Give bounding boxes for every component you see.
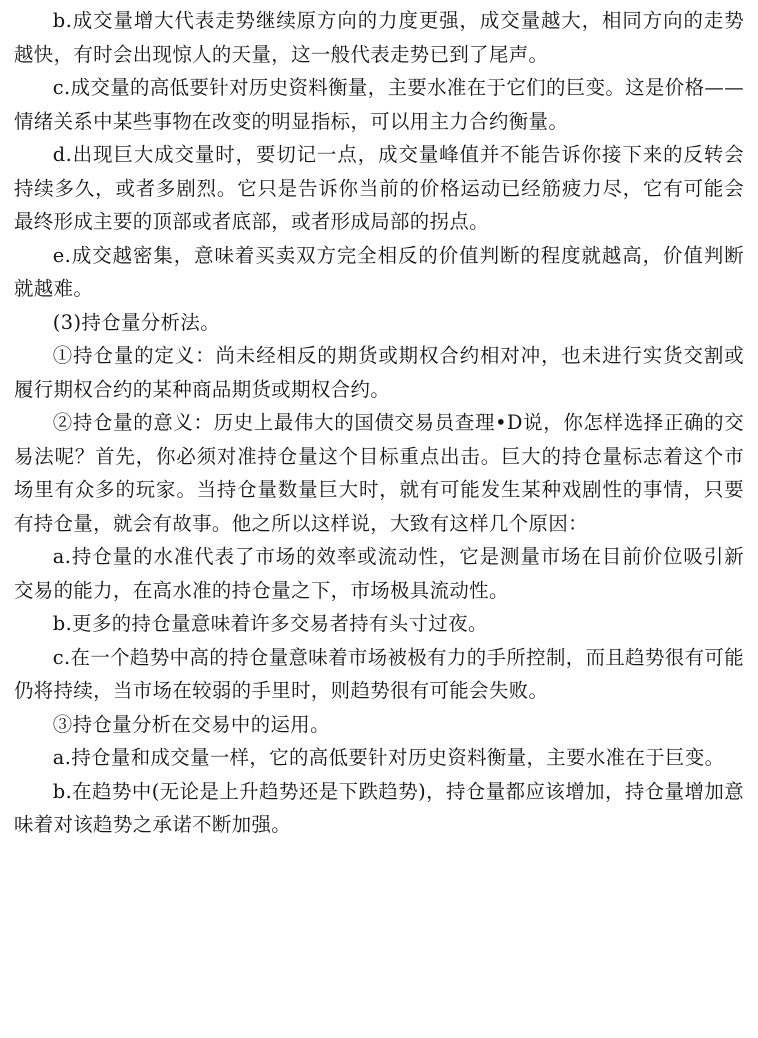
paragraph-oi-reason-c: c.在一个趋势中高的持仓量意味着市场被极有力的手所控制，而且趋势很有可能仍将持续，当市场在较弱的手里时，则趋势很有可能会失败。 [14,645,744,702]
paragraph-oi-reason-a: a.持仓量的水准代表了市场的效率或流动性，它是测量市场在目前价位吸引新交易的能力，在高水准的持仓量之下，市场极具流动性。 [14,545,744,602]
section-heading-open-interest: (3)持仓量分析法。 [52,310,220,334]
paragraph-volume-e: e.成交越密集，意味着买卖双方完全相反的价值判断的程度就越高，价值判断就越难。 [14,243,744,300]
paragraph-oi-application-a: a.持仓量和成交量一样，它的高低要针对历史资料衡量，主要水准在于巨变。 [52,746,725,769]
paragraph-oi-reason-b: b.更多的持仓量意味着许多交易者持有头寸过夜。 [52,612,488,635]
paragraph-oi-significance: ②持仓量的意义：历史上最伟大的国债交易员查理•D说，你怎样选择正确的交易法呢？首先，你必须对准持仓量这个目标重点出击。巨大的持仓量标志着这个市场里有众多的玩家。当持仓量数量巨大时，就有可能发生某种戏剧性的事情，只要有持仓量，就会有故事。他之所以这样说，大致有这样几个原因： [14,411,744,535]
paragraph-volume-c: c.成交量的高低要针对历史资料衡量，主要水准在于它们的巨变。这是价格——情绪关系中某些事物在改变的明显指标，可以用主力合约衡量。 [14,76,744,133]
paragraph-oi-definition: ①持仓量的定义：尚未经相反的期货或期权合约相对冲，也未进行实货交割或履行期权合约的某种商品期货或期权合约。 [14,344,744,401]
paragraph-oi-application-b: b.在趋势中(无论是上升趋势还是下跌趋势)，持仓量都应该增加，持仓量增加意味着对该趋势之承诺不断加强。 [14,779,744,836]
subheading-oi-application: ③持仓量分析在交易中的运用。 [52,712,330,736]
paragraph-volume-b: b.成交量增大代表走势继续原方向的力度更强，成交量越大，相同方向的走势越快，有时会出现惊人的天量，这一般代表走势已到了尾声。 [14,9,744,66]
paragraph-volume-d: d.出现巨大成交量时，要切记一点，成交量峰值并不能告诉你接下来的反转会持续多久，或者多剧烈。它只是告诉你当前的价格运动已经筋疲力尽，它有可能会最终形成主要的顶部或者底部，或者形成局部的拐点。 [14,143,744,233]
